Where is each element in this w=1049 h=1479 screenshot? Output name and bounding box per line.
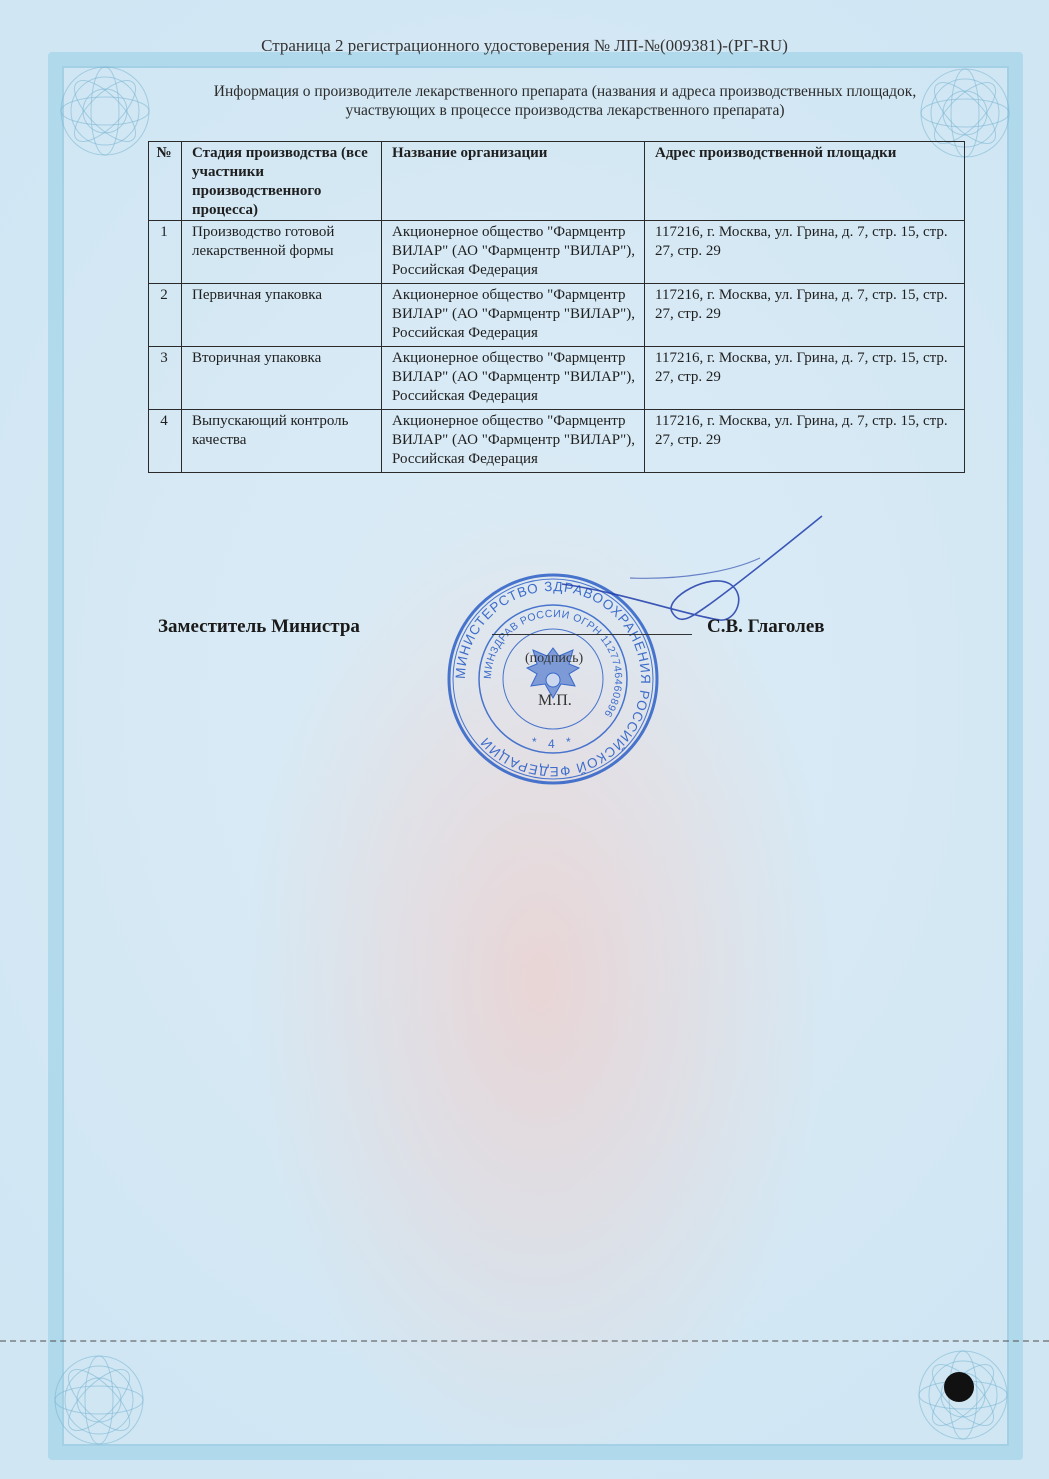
cell-address: 117216, г. Москва, ул. Грина, д. 7, стр. 15, стр. 27, стр. 29: [645, 347, 965, 410]
guilloche-rosette-icon: [44, 1345, 154, 1455]
stamp-outer-text: МИНИСТЕРСТВО ЗДРАВООХРАНЕНИЯ РОССИЙСКОЙ ФЕДЕРАЦИИ: [452, 578, 654, 780]
table-header-row: [149, 142, 965, 221]
caption-line-1: Информация о производителе лекарственного препарата (названия и адреса производственных площадок,: [213, 83, 917, 100]
svg-text:*: *: [532, 735, 537, 749]
cell-stage: Производство готовой лекарственной формы: [182, 221, 382, 284]
signature-line: [492, 634, 692, 635]
punch-hole-icon: [944, 1372, 974, 1402]
cell-num: 2: [149, 284, 182, 347]
signatory-position: Заместитель Министра: [158, 616, 360, 637]
perforation-line: [0, 1340, 1049, 1342]
table-row: [149, 221, 965, 284]
guilloche-rosette-icon: [50, 56, 160, 166]
stamp-inner-text: МИНЗДРАВ РОССИИ ОГРН 1127746460896: [481, 607, 625, 720]
signatory-name: С.В. Глаголев: [707, 616, 825, 637]
cell-address: 117216, г. Москва, ул. Грина, д. 7, стр. 15, стр. 27, стр. 29: [645, 221, 965, 284]
page-title: Страница 2 регистрационного удостоверения № ЛП-№(009381)-(РГ-RU): [261, 36, 788, 55]
cell-stage: Вторичная упаковка: [182, 347, 382, 410]
header-org: Название организации: [382, 142, 645, 221]
cell-stage: Выпускающий контроль качества: [182, 410, 382, 473]
cell-num: 4: [149, 410, 182, 473]
cell-org: Акционерное общество "Фармцентр ВИЛАР" (АО "Фармцентр "ВИЛАР"), Российская Федерация: [382, 347, 645, 410]
header-address: Адрес производственной площадки: [645, 142, 965, 221]
table-caption: [150, 82, 980, 120]
table-row: [149, 347, 965, 410]
handwritten-signature: [560, 512, 840, 632]
stamp-place-label: М.П.: [538, 692, 572, 709]
svg-text:4: 4: [548, 737, 555, 751]
cell-stage: Первичная упаковка: [182, 284, 382, 347]
caption-line-2: участвующих в процессе производства лекарственного препарата): [345, 102, 785, 119]
signature-block: [0, 616, 1049, 646]
header-num: №: [149, 142, 182, 221]
header-stage: Стадия производства (все участники производственного процесса): [182, 142, 382, 221]
cell-address: 117216, г. Москва, ул. Грина, д. 7, стр. 15, стр. 27, стр. 29: [645, 410, 965, 473]
table-row: [149, 410, 965, 473]
cell-org: Акционерное общество "Фармцентр ВИЛАР" (АО "Фармцентр "ВИЛАР"), Российская Федерация: [382, 410, 645, 473]
manufacturer-table: [148, 141, 965, 473]
signature-hint: (подпись): [525, 651, 584, 666]
cell-org: Акционерное общество "Фармцентр ВИЛАР" (АО "Фармцентр "ВИЛАР"), Российская Федерация: [382, 221, 645, 284]
cell-num: 3: [149, 347, 182, 410]
svg-text:*: *: [566, 735, 571, 749]
cell-num: 1: [149, 221, 182, 284]
table-row: [149, 284, 965, 347]
cell-org: Акционерное общество "Фармцентр ВИЛАР" (АО "Фармцентр "ВИЛАР"), Российская Федерация: [382, 284, 645, 347]
cell-address: 117216, г. Москва, ул. Грина, д. 7, стр. 15, стр. 27, стр. 29: [645, 284, 965, 347]
